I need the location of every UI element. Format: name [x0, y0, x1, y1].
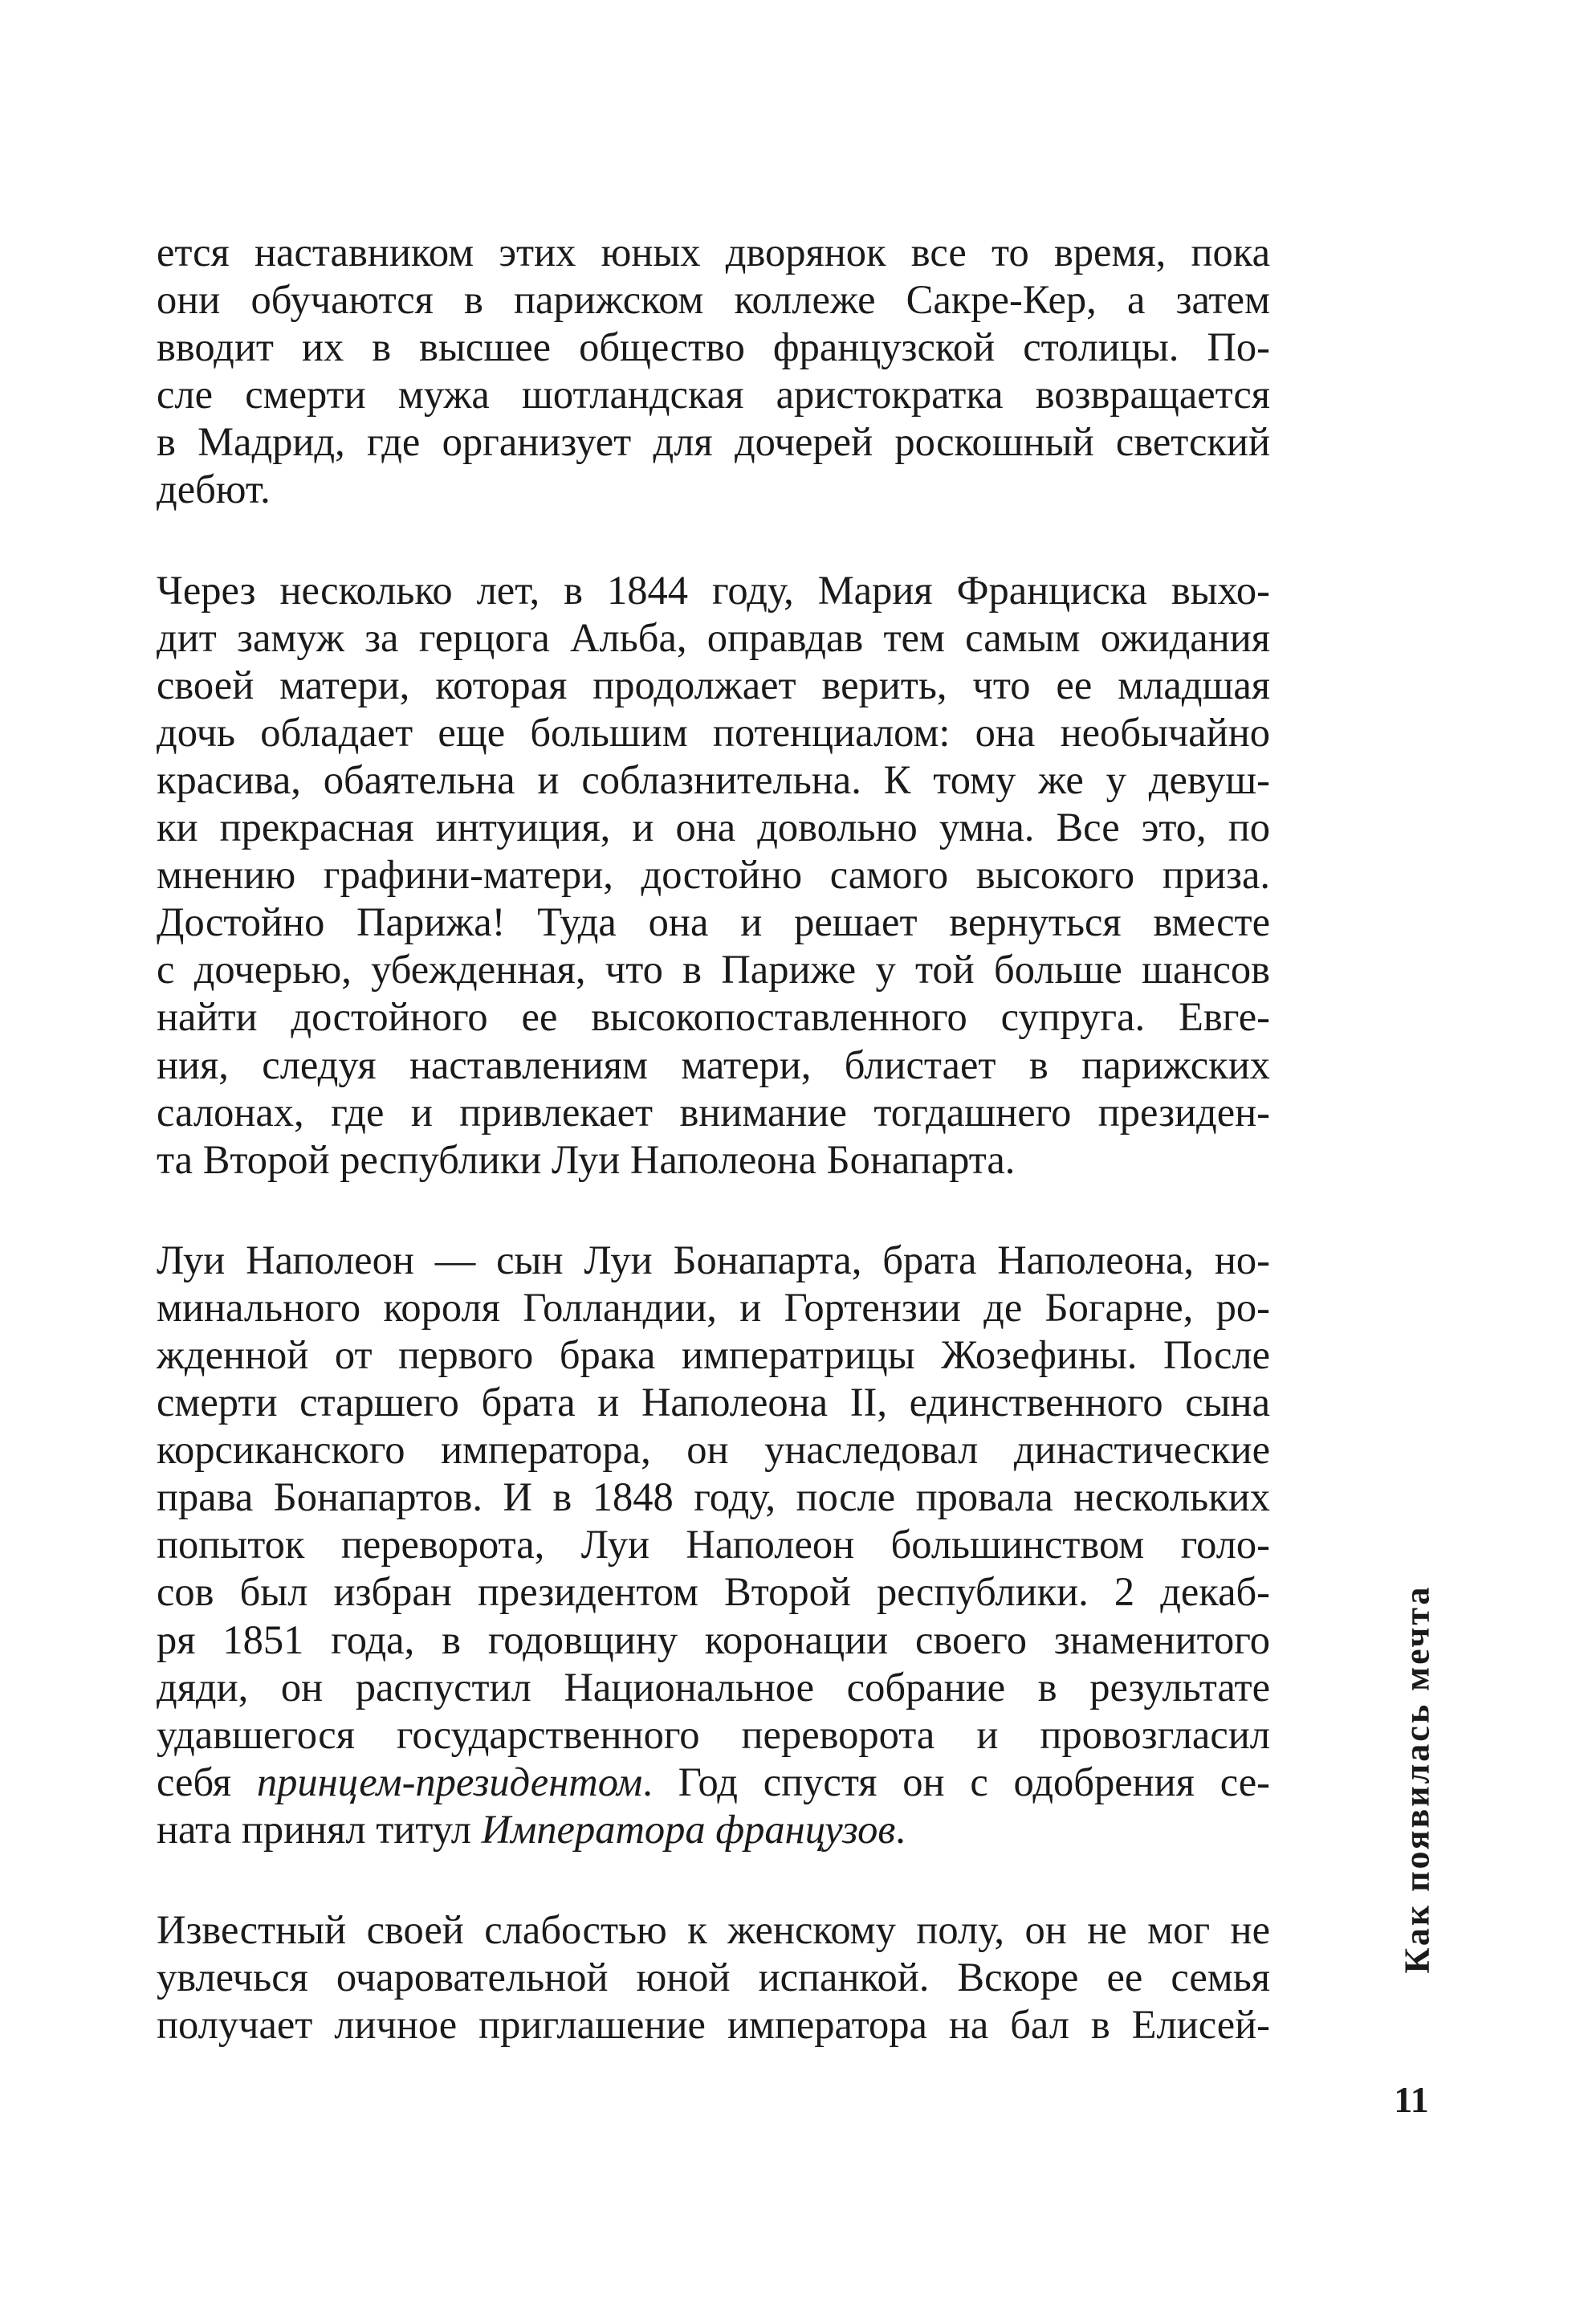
paragraph-1	[157, 229, 1270, 514]
text-line: минального короля Голландии, и Гортензии де Богарне, ро-	[157, 1284, 1270, 1330]
italic-term: Императора французов	[481, 1806, 896, 1852]
text-line: жденной от первого брака императрицы Жозефины. После	[157, 1331, 1270, 1377]
text-line: в Мадрид, где организует для дочерей роскошный светский	[157, 419, 1270, 465]
text-line: с дочерью, убежденная, что в Париже у той больше шансов	[157, 947, 1270, 993]
text-line: салонах, где и привлекает внимание тогдашнего президен-	[157, 1089, 1270, 1135]
running-head-text: Как появилась мечта	[1397, 1584, 1437, 1973]
text-line: Луи Наполеон — сын Луи Бонапарта, брата Наполеона, но-	[157, 1237, 1270, 1282]
main-text	[157, 229, 1270, 2102]
text-line: Достойно Парижа! Туда она и решает вернуться вместе	[157, 899, 1270, 945]
text-line: ки прекрасная интуиция, и она довольно умна. Все это, по	[157, 805, 1270, 850]
text-line: попыток переворота, Луи Наполеон большинством голо-	[157, 1522, 1270, 1568]
text-line: красива, обаятельна и соблазнительна. К тому же у девуш-	[157, 756, 1270, 802]
text-line: получает личное приглашение императора на бал в Елисей-	[157, 2002, 1270, 2048]
text-line: своей матери, которая продолжает верить, что ее младшая	[157, 662, 1270, 707]
text-run: . Год спустя он с одобрения се-	[642, 1759, 1270, 1804]
text-line: сов был избран президентом Второй республики. 2 декаб-	[157, 1569, 1270, 1615]
text-line: Через несколько лет, в 1844 году, Мария Франциска выхо-	[157, 567, 1270, 613]
text-line: смерти старшего брата и Наполеона II, единственного сына	[157, 1380, 1270, 1425]
text-line: найти достойного ее высокопоставленного супруга. Евге-	[157, 994, 1270, 1040]
text-line: увлечься очаровательной юной испанкой. Вскоре ее семья	[157, 1955, 1270, 2000]
text-line: та Второй республики Луи Наполеона Бонапарта.	[157, 1136, 1016, 1182]
paragraph-4	[157, 1906, 1270, 2049]
text-run: себя	[157, 1759, 257, 1804]
text-line: они обучаются в парижском коллеже Сакре-Кер, а затем	[157, 277, 1270, 323]
text-line: мнению графини-матери, достойно самого высокого приза.	[157, 852, 1270, 898]
text-line: удавшегося государственного переворота и провозгласил	[157, 1711, 1270, 1757]
text-line: ря 1851 года, в годовщину коронации своего знаменитого	[157, 1617, 1270, 1662]
text-line: Известный своей слабостью к женскому полу, он не мог не	[157, 1907, 1270, 1952]
text-line: дит замуж за герцога Альба, оправдав тем самым ожидания	[157, 614, 1270, 660]
text-line	[157, 1806, 1270, 1853]
paragraph-3	[157, 1237, 1270, 1853]
text-line: сле смерти мужа шотландская аристократка возвращается	[157, 372, 1270, 418]
text-line: ния, следуя наставлениям матери, блистает в парижских	[157, 1042, 1270, 1087]
text-run: ната принял титул	[157, 1806, 482, 1852]
text-line: права Бонапартов. И в 1848 году, после провала нескольких	[157, 1474, 1270, 1520]
text-line: ется наставником этих юных дворянок все то время, пока	[157, 230, 1270, 275]
text-line: корсиканского императора, он унаследовал династические	[157, 1427, 1270, 1473]
paragraph-2	[157, 567, 1270, 1184]
text-line: дебют.	[157, 467, 271, 512]
page-number: 11	[1394, 2079, 1429, 2120]
text-line: дяди, он распустил Национальное собрание в результате	[157, 1664, 1270, 1710]
text-line	[157, 1759, 1270, 1806]
text-line: вводит их в высшее общество французской столицы. По-	[157, 324, 1270, 370]
italic-term: принцем-президентом	[256, 1759, 643, 1804]
running-head	[1393, 1562, 1441, 1996]
text-run: .	[895, 1806, 906, 1852]
text-line: дочь обладает еще большим потенциалом: она необычайно	[157, 709, 1270, 755]
